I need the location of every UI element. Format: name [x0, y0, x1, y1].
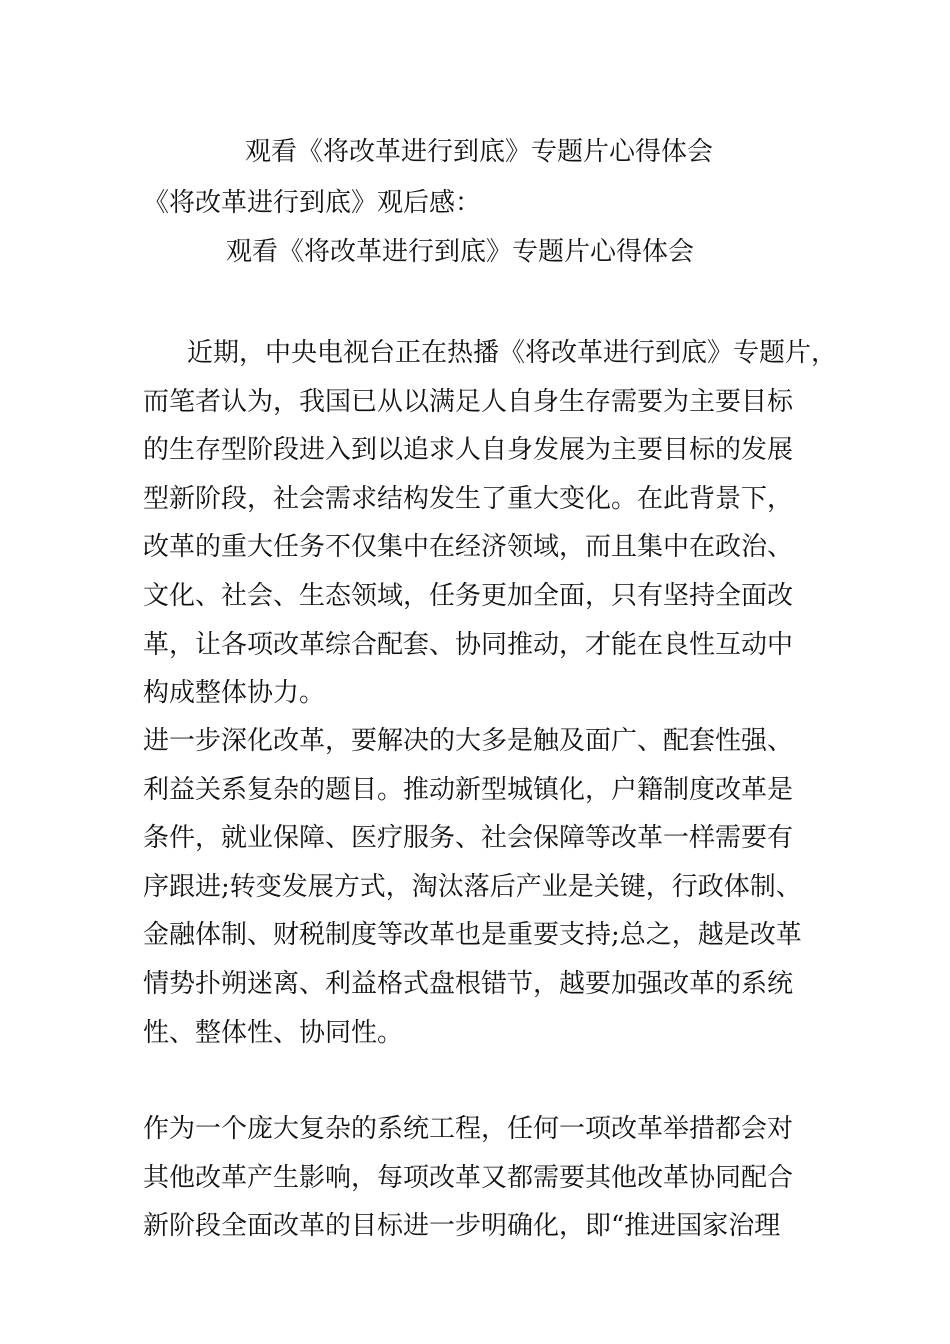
paragraph-3: [143, 1105, 823, 1251]
paragraph-line: 近期，中央电视台正在热播《将改革进行到底》专题片，: [187, 338, 838, 368]
document-title: 观看《将改革进行到底》专题片心得体会: [245, 137, 714, 167]
paragraph-line: 序跟进;转变发展方式，淘汰落后产业是关键，行政体制、: [143, 871, 802, 902]
paragraph-line: 金融体制、财税制度等改革也是重要支持;总之，越是改革: [143, 920, 802, 951]
paragraph-line: 型新阶段，社会需求结构发生了重大变化。在此背景下，: [143, 483, 794, 514]
document-title-repeat: 观看《将改革进行到底》专题片心得体会: [226, 237, 695, 267]
paragraph-line: 改革的重大任务不仅集中在经济领域，而且集中在政治、: [143, 532, 794, 563]
paragraph-line: 条件，就业保障、医疗服务、社会保障等改革一样需要有: [143, 823, 794, 854]
paragraph-line: 性、整体性、协同性。: [143, 1017, 404, 1048]
paragraph-line: 构成整体协力。: [143, 678, 326, 709]
paragraph-line: 而笔者认为，我国已从以满足人自身生存需要为主要目标: [143, 386, 794, 417]
paragraph-line: 的生存型阶段进入到以追求人自身发展为主要目标的发展: [143, 435, 794, 466]
paragraph-line: 作为一个庞大复杂的系统工程，任何一项改革举措都会对: [143, 1114, 794, 1144]
paragraph-2: [143, 717, 823, 1057]
paragraph-line: 革，让各项改革综合配套、协同推动，才能在良性互动中: [143, 629, 794, 660]
paragraph-line: 其他改革产生影响，每项改革又都需要其他改革协同配合: [143, 1162, 794, 1193]
paragraph-line: 文化、社会、生态领域，任务更加全面，只有坚持全面改: [143, 580, 794, 611]
paragraph-line: 利益关系复杂的题目。推动新型城镇化，户籍制度改革是: [143, 774, 794, 805]
document-subtitle: 《将改革进行到底》观后感：: [143, 188, 482, 218]
paragraph-line: 新阶段全面改革的目标进一步明确化，即“推进国家治理: [143, 1211, 781, 1242]
paragraph-line: 进一步深化改革，要解决的大多是触及面广、配套性强、: [143, 726, 794, 756]
paragraph-1: [143, 329, 838, 718]
paragraph-line: 情势扑朔迷离、利益格式盘根错节，越要加强改革的系统: [143, 968, 794, 999]
